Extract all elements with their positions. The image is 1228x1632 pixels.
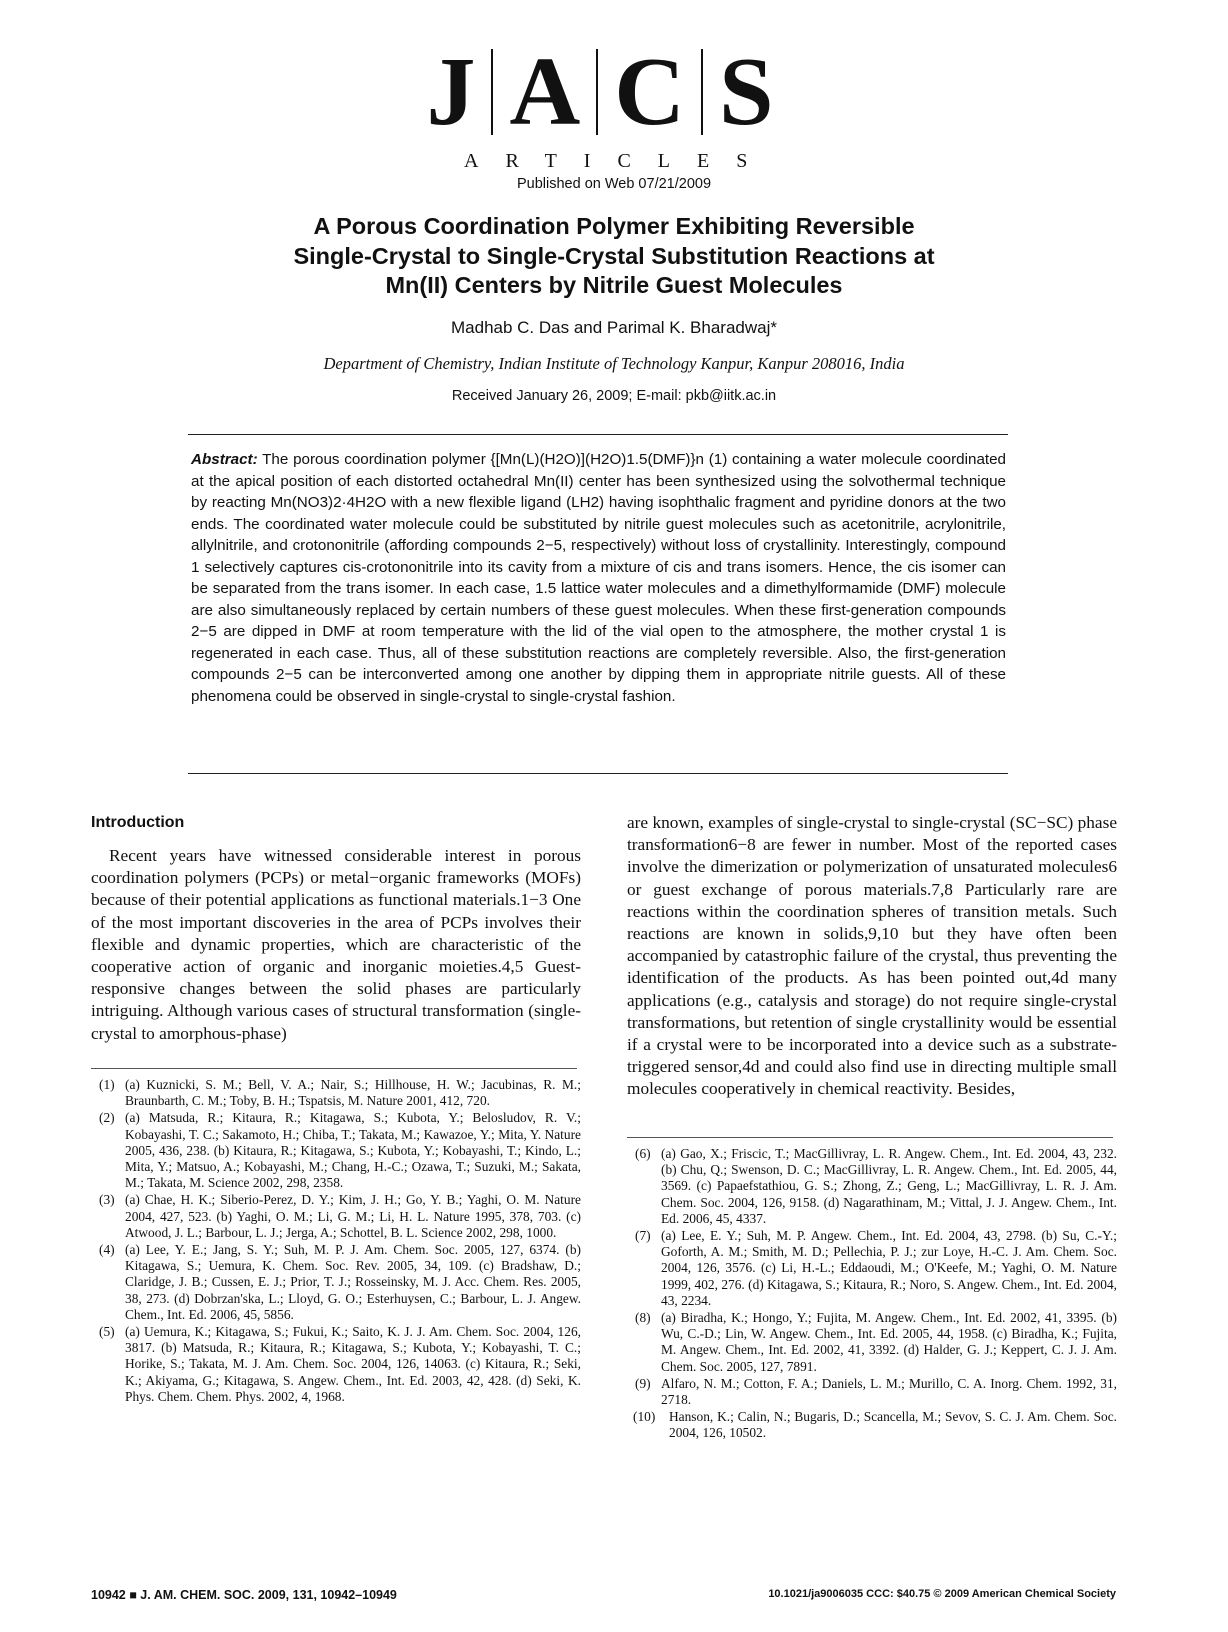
footnote-rule [627, 1137, 1113, 1138]
reference-item: (9) Alfaro, N. M.; Cotton, F. A.; Daniels, L. M.; Murillo, C. A. Inorg. Chem. 1992, 31, 2718. [635, 1375, 1117, 1408]
logo-letter-a: A [509, 38, 581, 146]
paragraph: are known, examples of single-crystal to single-crystal (SC−SC) phase transformation6−8 are fewer in number. Most of the reported cases involve the dimerization or polymerization of unsaturated molecules6 or guest exchange of porous materials.7,8 Particularly rare are reactions within the coordination spheres of transition metals. Such reactions are known in solids,9,10 but they have often been accompanied by catastrophic failure of the crystal, thus preventing the identification of the products. As has been pointed out,4d many applications (e.g., catalysis and storage) do not require single-crystal transformations, but retention of single crystallinity would be essential if a crystal were to be incorporated into a device such as a substrate-triggered sensor,4d and could also find use in directing multiple small molecules cooperatively in chemical reactivity. Besides, [627, 813, 1117, 1099]
article-title [200, 212, 1028, 301]
reference-item: (4) (a) Lee, Y. E.; Jang, S. Y.; Suh, M. P. J. Am. Chem. Soc. 2005, 127, 6374. (b) Kitagawa, S.; Uemura, K. Chem. Soc. Rev. 2005, 34, 109. (c) Bradshaw, D.; Claridge, J. B.; Cussen, E. J.; Prior, T. J.; Rosseinsky, M. J. Acc. Chem. Res. 2005, 38, 273. (d) Dobrzan'ska, L.; Lloyd, G. O.; Esterhuysen, C.; Barbour, L. J. Angew. Chem., Int. Ed. 2006, 45, 5856. [99, 1242, 581, 1322]
reference-item: (3) (a) Chae, H. K.; Siberio-Perez, D. Y.; Kim, J. H.; Go, Y. B.; Yaghi, O. M. Nature 2004, 427, 523. (b) Yaghi, O. M.; Li, G. M.; Li, H. L. Nature 1995, 378, 703. (c) Atwood, J. L.; Barbour, L. J.; Jerga, A.; Schottel, B. L. Science 2002, 298, 1000. [99, 1192, 581, 1240]
received-line: Received January 26, 2009; E-mail: pkb@iitk.ac.in [451, 388, 777, 404]
affiliation: Department of Chemistry, Indian Institute of Technology Kanpur, Kanpur 208016, India [323, 354, 905, 373]
paragraph: Recent years have witnessed considerable interest in porous coordination polymers (PCPs) or metal−organic frameworks (MOFs) because of their potential applications as functional materials.1−3 One of the most important discoveries in the area of PCPs involves their flexible and dynamic properties, which are characteristic of the cooperative action of organic and inorganic moieties.4,5 Guest-responsive changes between the solid phases are particularly intriguing. Although various cases of structural transformation (single-crystal to amorphous-phase) [91, 846, 581, 1043]
section-heading: Introduction [91, 814, 185, 831]
reference-item: (6) (a) Gao, X.; Friscic, T.; MacGillivray, L. R. Angew. Chem., Int. Ed. 2004, 43, 232. (b) Chu, Q.; Swenson, D. C.; MacGillivray, L. R. Angew. Chem., Int. Ed. 2005, 44, 3569. (c) Papaefstathiou, G. S.; Zhong, Z.; Geng, L.; MacGillivray, L. R. J. Am. Chem. Soc. 2004, 126, 9158. (d) Nagarathinam, M.; Vittal, J. J. Angew. Chem., Int. Ed. 2006, 45, 4337. [635, 1146, 1117, 1226]
footer-doi: 10.1021/ja9006035 CCC: $40.75 © 2009 American Chemical Society [768, 1588, 1116, 1600]
authors: Madhab C. Das and Parimal K. Bharadwaj* [451, 318, 777, 337]
intro-right-text [627, 812, 1117, 1132]
footer-citation: 10942 ■ J. AM. CHEM. SOC. 2009, 131, 10942–10949 [91, 1588, 397, 1602]
abstract-bottom-rule [188, 773, 1008, 774]
abstract-top-rule [188, 434, 1008, 435]
reference-item: (1) (a) Kuznicki, S. M.; Bell, V. A.; Nair, S.; Hillhouse, H. W.; Jacubinas, R. M.; Braunbarth, C. M.; Toby, B. H.; Tspatsis, M. Nature 2001, 412, 720. [99, 1077, 581, 1109]
published-date: Published on Web 07/21/2009 [516, 176, 712, 192]
abstract-text: The porous coordination polymer {[Mn(L)(H2O)](H2O)1.5(DMF)}n (1) containing a water molecule coordinated at the apical position of each distorted octahedral Mn(II) center has been synthesized using the solvothermal technique by reacting Mn(NO3)2·4H2O with a new flexible ligand (LH2) having isophthalic fragment and pyridine donors at the two ends. The coordinated water molecule could be substituted by nitrile guest molecules such as acetonitrile, acrylonitrile, allylnitrile, and crotononitrile (affording compounds 2−5, respectively) without loss of crystallinity. Interestingly, compound 1 selectively captures cis-crotononitrile into its cavity from a mixture of cis and trans isomers. Hence, the cis isomer can be separated from the trans isomer. In each case, 1.5 lattice water molecules and a dimethylformamide (DMF) molecule are also simultaneously replaced by certain numbers of these guest molecules. When these first-generation compounds 2−5 are dipped in DMF at room temperature with the lid of the vial open to the atmosphere, the mother crystal 1 is regenerated in each case. Thus, all of these substitution reactions are completely reversible. Also, the first-generation compounds 2−5 can be interconverted among one another by dipping them in appropriate nitrile guests. All of these phenomena could be observed in single-crystal to single-crystal fashion. [191, 451, 1007, 705]
logo-divider [491, 49, 493, 135]
journal-logo [420, 38, 780, 172]
logo-divider [596, 49, 598, 135]
abstract [191, 449, 1006, 707]
reference-item: (8) (a) Biradha, K.; Hongo, Y.; Fujita, M. Angew. Chem., Int. Ed. 2002, 41, 3395. (b) Wu, C.-D.; Lin, W. Angew. Chem., Int. Ed. 2005, 44, 1958. (c) Biradha, K.; Fujita, M. Angew. Chem., Int. Ed. 2002, 41, 3392. (d) Halder, G. J.; Keppert, C. J. J. Am. Chem. Soc. 2005, 127, 7891. [635, 1310, 1117, 1374]
reference-item: (2) (a) Matsuda, R.; Kitaura, R.; Kitagawa, S.; Kubota, Y.; Belosludov, R. V.; Kobayashi, T. C.; Sakamoto, H.; Chiba, T.; Takata, M.; Kawazoe, Y.; Mita, Y. Nature 2005, 436, 238. (b) Kitaura, R.; Kitagawa, S.; Kubota, Y.; Kobayashi, T.; Kindo, L.; Mita, Y.; Matsuo, A.; Kobayashi, M.; Chang, H.-C.; Ozawa, T.; Suzuki, M.; Sakata, M.; Takata, M. Science 2002, 298, 2358. [99, 1110, 581, 1191]
logo-letter-s: S [719, 38, 774, 146]
logo-divider [701, 49, 703, 135]
reference-item: (10) Hanson, K.; Calin, N.; Bugaris, D.; Scancella, M.; Sevov, S. C. J. Am. Chem. Soc. 2004, 126, 10502. [633, 1409, 1117, 1441]
footnote-rule [91, 1068, 577, 1069]
reference-item: (7) (a) Lee, E. Y.; Suh, M. P. Angew. Chem., Int. Ed. 2004, 43, 2798. (b) Su, C.-Y.; Goforth, A. M.; Smith, M. D.; Pellechia, P. J.; zur Loye, H.-C. J. Am. Chem. Soc. 2004, 126, 3576. (c) Li, H.-L.; Eddaoudi, M.; O'Keefe, M.; Yaghi, O. M. Nature 1999, 402, 276. (d) Kitagawa, S.; Kitaura, R.; Noro, S. Angew. Chem., Int. Ed. 2004, 43, 2234. [635, 1228, 1117, 1308]
abstract-label: Abstract: [191, 451, 258, 468]
logo-letter-j: J [426, 38, 476, 146]
title-line: A Porous Coordination Polymer Exhibiting Reversible [313, 213, 915, 239]
logo-subtitle: ARTICLES [464, 150, 775, 172]
references-right [627, 1137, 1117, 1443]
references-left [91, 1068, 581, 1406]
logo-letter-c: C [614, 38, 686, 146]
title-line: Mn(II) Centers by Nitrile Guest Molecules [385, 272, 843, 298]
reference-item: (5) (a) Uemura, K.; Kitagawa, S.; Fukui, K.; Saito, K. J. J. Am. Chem. Soc. 2004, 126, 3817. (b) Matsuda, R.; Kitaura, R.; Kitagawa, S.; Kubota, Y.; Kobayashi, T. C.; Horike, S.; Takata, M. J. Am. Chem. Soc. 2004, 126, 14063. (c) Kitaura, R.; Seki, K.; Akiyama, G.; Kitagawa, S. Angew. Chem., Int. Ed. 2003, 42, 428. (d) Seki, K. Phys. Chem. Chem. Phys. 2002, 4, 1968. [99, 1324, 581, 1404]
intro-left-text [91, 845, 581, 1057]
title-line: Single-Crystal to Single-Crystal Substitution Reactions at [293, 242, 935, 269]
